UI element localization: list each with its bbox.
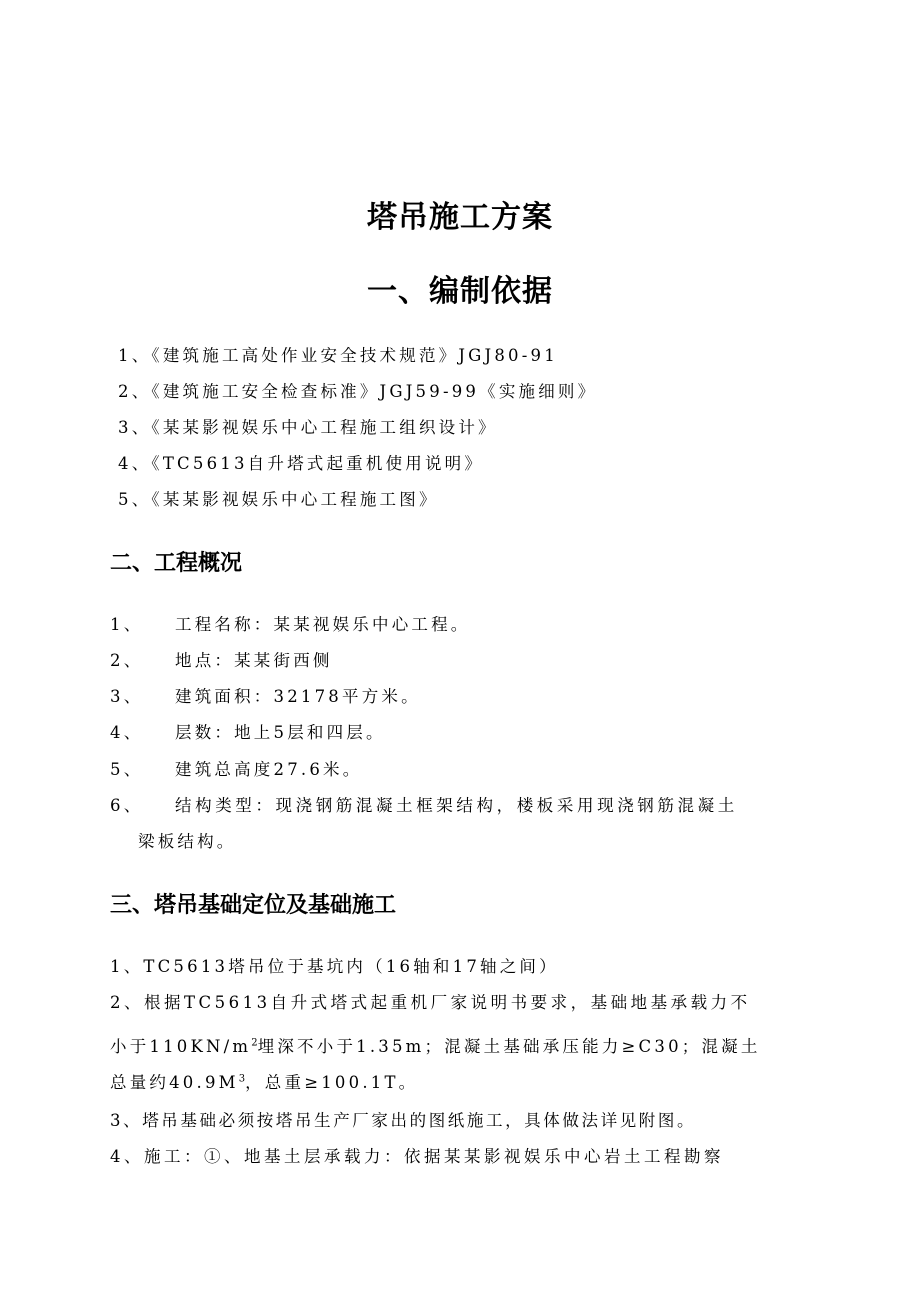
reference-item: 5、《某某影视娱乐中心工程施工图》 <box>118 490 439 509</box>
reference-item: 3、《某某影视娱乐中心工程施工组织设计》 <box>118 418 498 437</box>
overview-item-text: 地点：某某街西侧 <box>175 651 333 670</box>
bearing-capacity-text: 小于110KN/m <box>110 1037 252 1056</box>
foundation-paragraph-line: 2、根据TC5613自升式塔式起重机厂家说明书要求，基础地基承载力不 <box>110 993 751 1012</box>
overview-item-text: 结构类型：现浇钢筋混凝土框架结构，楼板采用现浇钢筋混凝土 <box>175 796 738 815</box>
reference-item: 1、《建筑施工高处作业安全技术规范》JGJ80-91 <box>118 346 558 365</box>
document-title: 塔吊施工方案 <box>367 200 553 235</box>
superscript-3: 3 <box>238 1073 246 1085</box>
overview-item-number: 4、 <box>110 723 144 742</box>
concrete-volume-text: 总量约40.9M <box>110 1073 239 1092</box>
overview-item-text: 建筑总高度27.6米。 <box>175 760 363 779</box>
overview-item-continuation: 梁板结构。 <box>138 832 237 851</box>
overview-item-number: 5、 <box>110 760 144 779</box>
section3-heading: 三、塔吊基础定位及基础施工 <box>110 893 397 918</box>
foundation-paragraph-line <box>110 1033 761 1057</box>
foundation-paragraph-line: 1、TC5613塔吊位于基坑内（16轴和17轴之间） <box>110 957 559 976</box>
foundation-spec-text: 埋深不小于1.35m；混凝土基础承压能力≥C30；混凝土 <box>257 1037 761 1056</box>
reference-item: 4、《TC5613自升塔式起重机使用说明》 <box>118 454 485 473</box>
overview-item-number: 6、 <box>110 796 144 815</box>
foundation-paragraph-line: 4、施工：①、地基土层承载力：依据某某影视娱乐中心岩土工程勘察 <box>110 1147 724 1166</box>
total-weight-text: ，总重≥100.1T。 <box>245 1073 419 1092</box>
overview-item-number: 2、 <box>110 651 144 670</box>
overview-item-text: 建筑面积：32178平方米。 <box>175 687 421 706</box>
overview-item-text: 工程名称：某某视娱乐中心工程。 <box>175 615 471 634</box>
section1-heading: 一、编制依据 <box>367 274 553 309</box>
superscript-2: 2 <box>251 1037 258 1049</box>
section2-heading: 二、工程概况 <box>110 551 243 576</box>
reference-item: 2、《建筑施工安全检查标准》JGJ59-99《实施细则》 <box>118 382 598 401</box>
foundation-paragraph-line <box>110 1069 418 1093</box>
foundation-paragraph-line: 3、塔吊基础必须按塔吊生产厂家出的图纸施工，具体做法详见附图。 <box>110 1111 697 1130</box>
overview-item-number: 1、 <box>110 615 144 634</box>
overview-item-number: 3、 <box>110 687 144 706</box>
overview-item-text: 层数：地上5层和四层。 <box>175 723 386 742</box>
